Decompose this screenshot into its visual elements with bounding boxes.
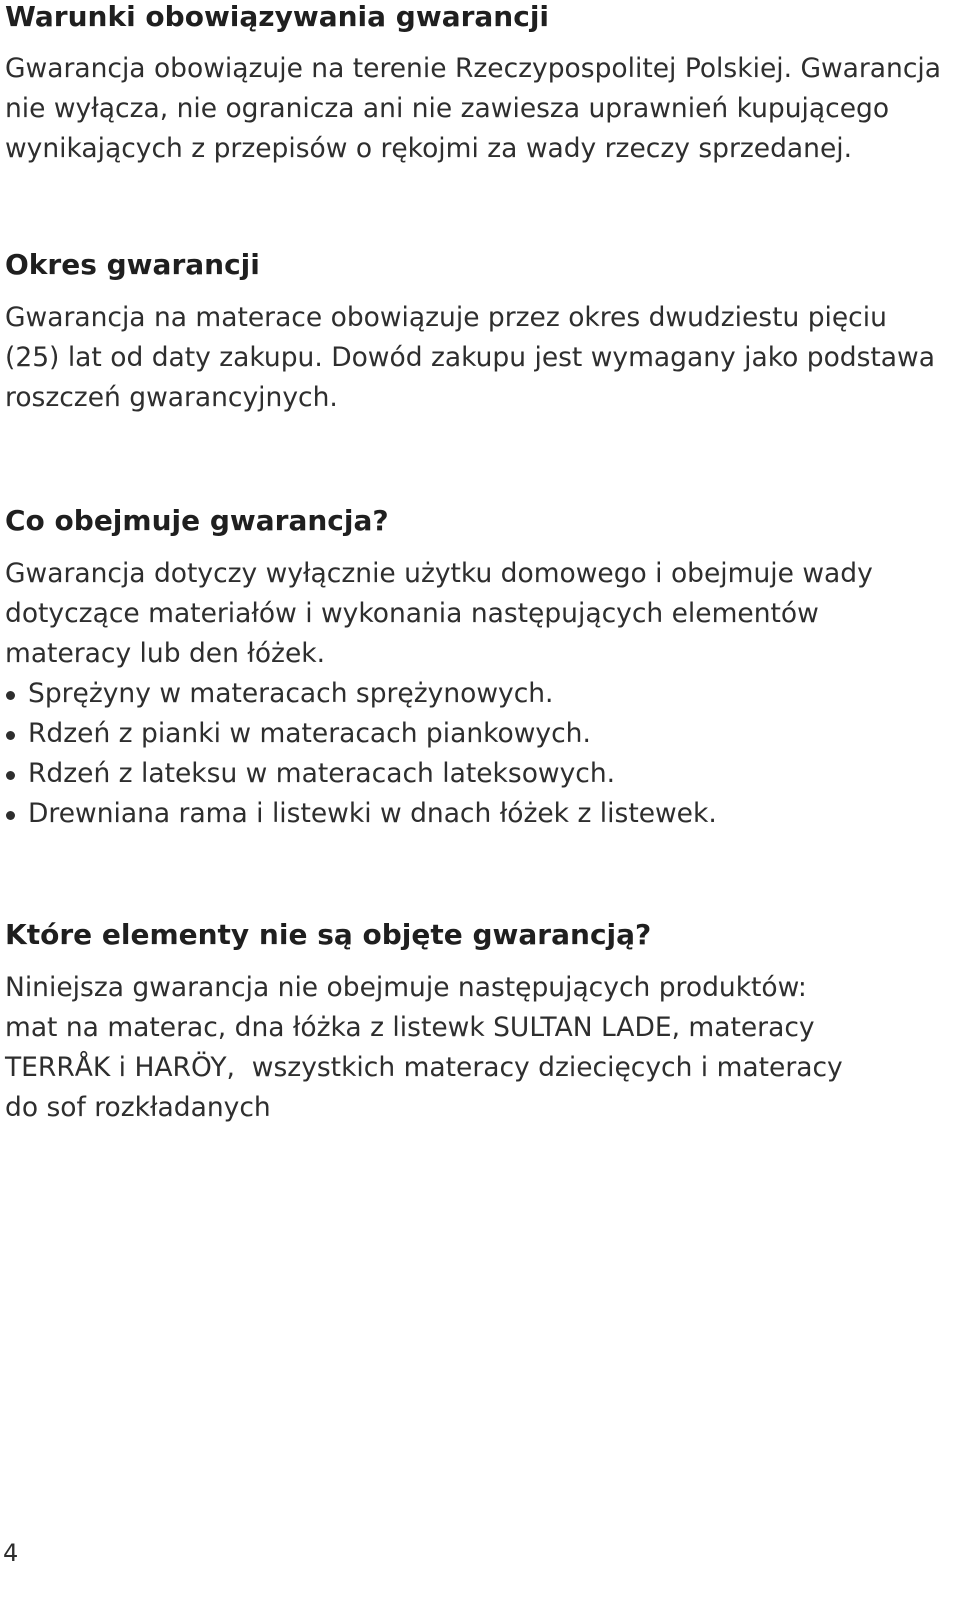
section-heading: Okres gwarancji	[5, 248, 260, 281]
list-item-text: Rdzeń z lateksu w materacach lateksowych.	[28, 758, 616, 789]
list-item	[5, 794, 955, 834]
text-line: do sof rozkładanych	[5, 1092, 271, 1123]
section-heading: Które elementy nie są objęte gwarancją?	[5, 918, 652, 951]
text-line: mat na materac, dna łóżka z listewk SULTAN LADE, materacy	[5, 1012, 815, 1043]
text-line: Gwarancja dotyczy wyłącznie użytku domowego i obejmuje wady	[5, 558, 873, 589]
list-item-text: Drewniana rama i listewki w dnach łóżek z listewek.	[28, 798, 717, 829]
text-line: TERRÅK i HARÖY, wszystkich materacy dziecięcych i materacy	[5, 1052, 843, 1083]
text-line: nie wyłącza, nie ogranicza ani nie zawiesza uprawnień kupującego	[5, 93, 890, 124]
section-paragraph	[5, 49, 955, 169]
section-warranty-exclusions	[5, 918, 955, 1128]
text-line: wynikających z przepisów o rękojmi za wady rzeczy sprzedanej.	[5, 133, 853, 164]
list-item	[5, 754, 955, 794]
bullet-icon	[6, 731, 15, 740]
section-warranty-conditions	[5, 0, 955, 169]
bullet-icon	[6, 771, 15, 780]
bullet-icon	[6, 811, 15, 820]
text-line: (25) lat od daty zakupu. Dowód zakupu jest wymagany jako podstawa	[5, 342, 935, 373]
coverage-list	[5, 674, 955, 834]
page-number: 4	[3, 1539, 19, 1567]
text-line: roszczeń gwarancyjnych.	[5, 382, 338, 413]
section-paragraph	[5, 298, 955, 418]
list-item-text: Sprężyny w materacach sprężynowych.	[28, 678, 554, 709]
section-warranty-coverage	[5, 504, 955, 834]
list-item	[5, 714, 955, 754]
section-heading: Co obejmuje gwarancja?	[5, 504, 389, 537]
text-line: Gwarancja na materace obowiązuje przez okres dwudziestu pięciu	[5, 302, 887, 333]
list-item	[5, 674, 955, 714]
text-line: materacy lub den łóżek.	[5, 638, 326, 669]
section-warranty-period	[5, 248, 955, 418]
section-paragraph	[5, 554, 955, 674]
text-line: Niniejsza gwarancja nie obejmuje następujących produktów:	[5, 972, 807, 1003]
text-line: dotyczące materiałów i wykonania następujących elementów	[5, 598, 819, 629]
bullet-icon	[6, 691, 15, 700]
list-item-text: Rdzeń z pianki w materacach piankowych.	[28, 718, 591, 749]
section-heading: Warunki obowiązywania gwarancji	[5, 0, 550, 33]
section-paragraph	[5, 968, 955, 1128]
text-line: Gwarancja obowiązuje na terenie Rzeczypospolitej Polskiej. Gwarancja	[5, 53, 942, 84]
